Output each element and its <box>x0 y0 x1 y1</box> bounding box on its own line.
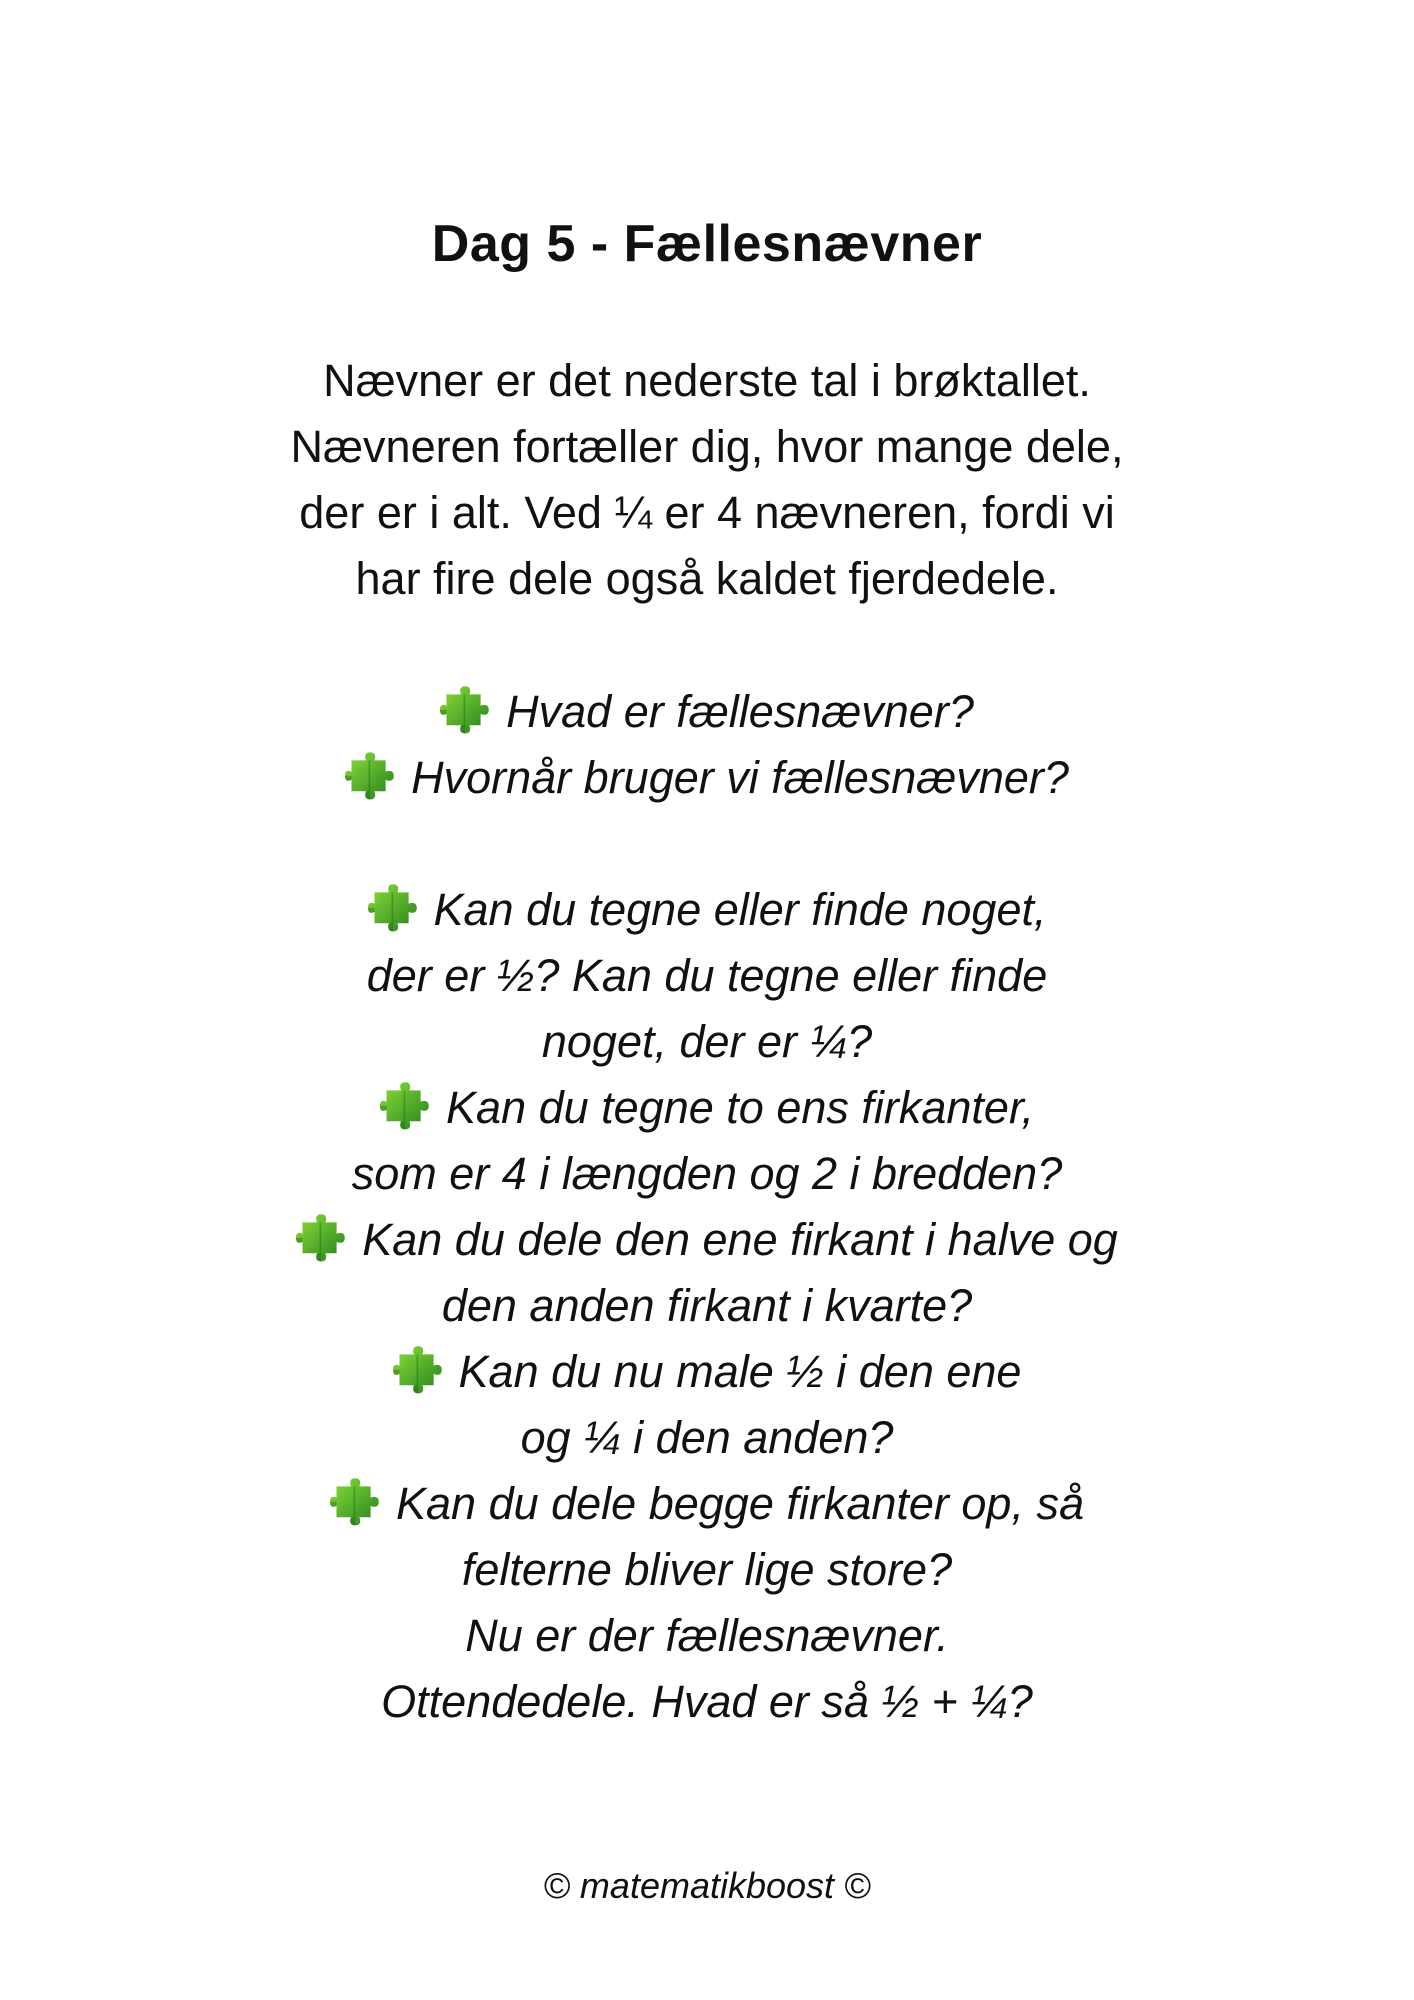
question-7-cont: felterne bliver lige store? <box>461 1544 953 1595</box>
question-text: Kan du tegne eller finde noget, <box>433 884 1047 935</box>
question-text: Kan du dele begge firkanter op, så <box>396 1478 1084 1529</box>
question-7-cont: Nu er der fællesnævner. <box>465 1610 949 1661</box>
question-6 <box>0 1339 1414 1405</box>
question-text: Kan du dele den ene firkant i halve og <box>362 1214 1118 1265</box>
intro-line: Nævner er det nederste tal i brøktallet. <box>323 355 1091 406</box>
question-3-cont: noget, der er ¼? <box>541 1016 873 1067</box>
question-list <box>0 679 1414 1735</box>
question-3-cont: der er ½? Kan du tegne eller finde <box>366 950 1048 1001</box>
question-5-cont: den anden firkant i kvarte? <box>441 1280 973 1331</box>
puzzle-piece-icon <box>345 749 397 801</box>
intro-line: der er i alt. Ved ¼ er 4 nævneren, fordi vi <box>299 487 1115 538</box>
spacer <box>0 811 1414 877</box>
puzzle-piece-icon <box>380 1079 432 1131</box>
intro-line: Nævneren fortæller dig, hvor mange dele, <box>290 421 1124 472</box>
puzzle-piece-icon <box>296 1211 348 1263</box>
question-text: Hvornår bruger vi fællesnævner? <box>411 752 1069 803</box>
question-text: Kan du tegne to ens firkanter, <box>446 1082 1034 1133</box>
question-text: Hvad er fællesnævner? <box>506 686 974 737</box>
question-4-cont: som er 4 i længden og 2 i bredden? <box>351 1148 1063 1199</box>
question-text: Kan du nu male ½ i den ene <box>458 1346 1022 1397</box>
puzzle-piece-icon <box>330 1475 382 1527</box>
question-1 <box>0 679 1414 745</box>
intro-paragraph <box>0 348 1414 612</box>
question-4 <box>0 1075 1414 1141</box>
puzzle-piece-icon <box>368 881 420 933</box>
puzzle-piece-icon <box>393 1343 445 1395</box>
page-title: Dag 5 - Fællesnævner <box>431 215 983 273</box>
puzzle-piece-icon <box>440 683 492 735</box>
question-7 <box>0 1471 1414 1537</box>
question-6-cont: og ¼ i den anden? <box>520 1412 894 1463</box>
copyright-footer: © matematikboost © <box>543 1865 871 1906</box>
question-7-cont: Ottendedele. Hvad er så ½ + ¼? <box>381 1676 1033 1727</box>
question-2 <box>0 745 1414 811</box>
question-5 <box>0 1207 1414 1273</box>
intro-line: har fire dele også kaldet fjerdedele. <box>355 553 1059 604</box>
question-3 <box>0 877 1414 943</box>
